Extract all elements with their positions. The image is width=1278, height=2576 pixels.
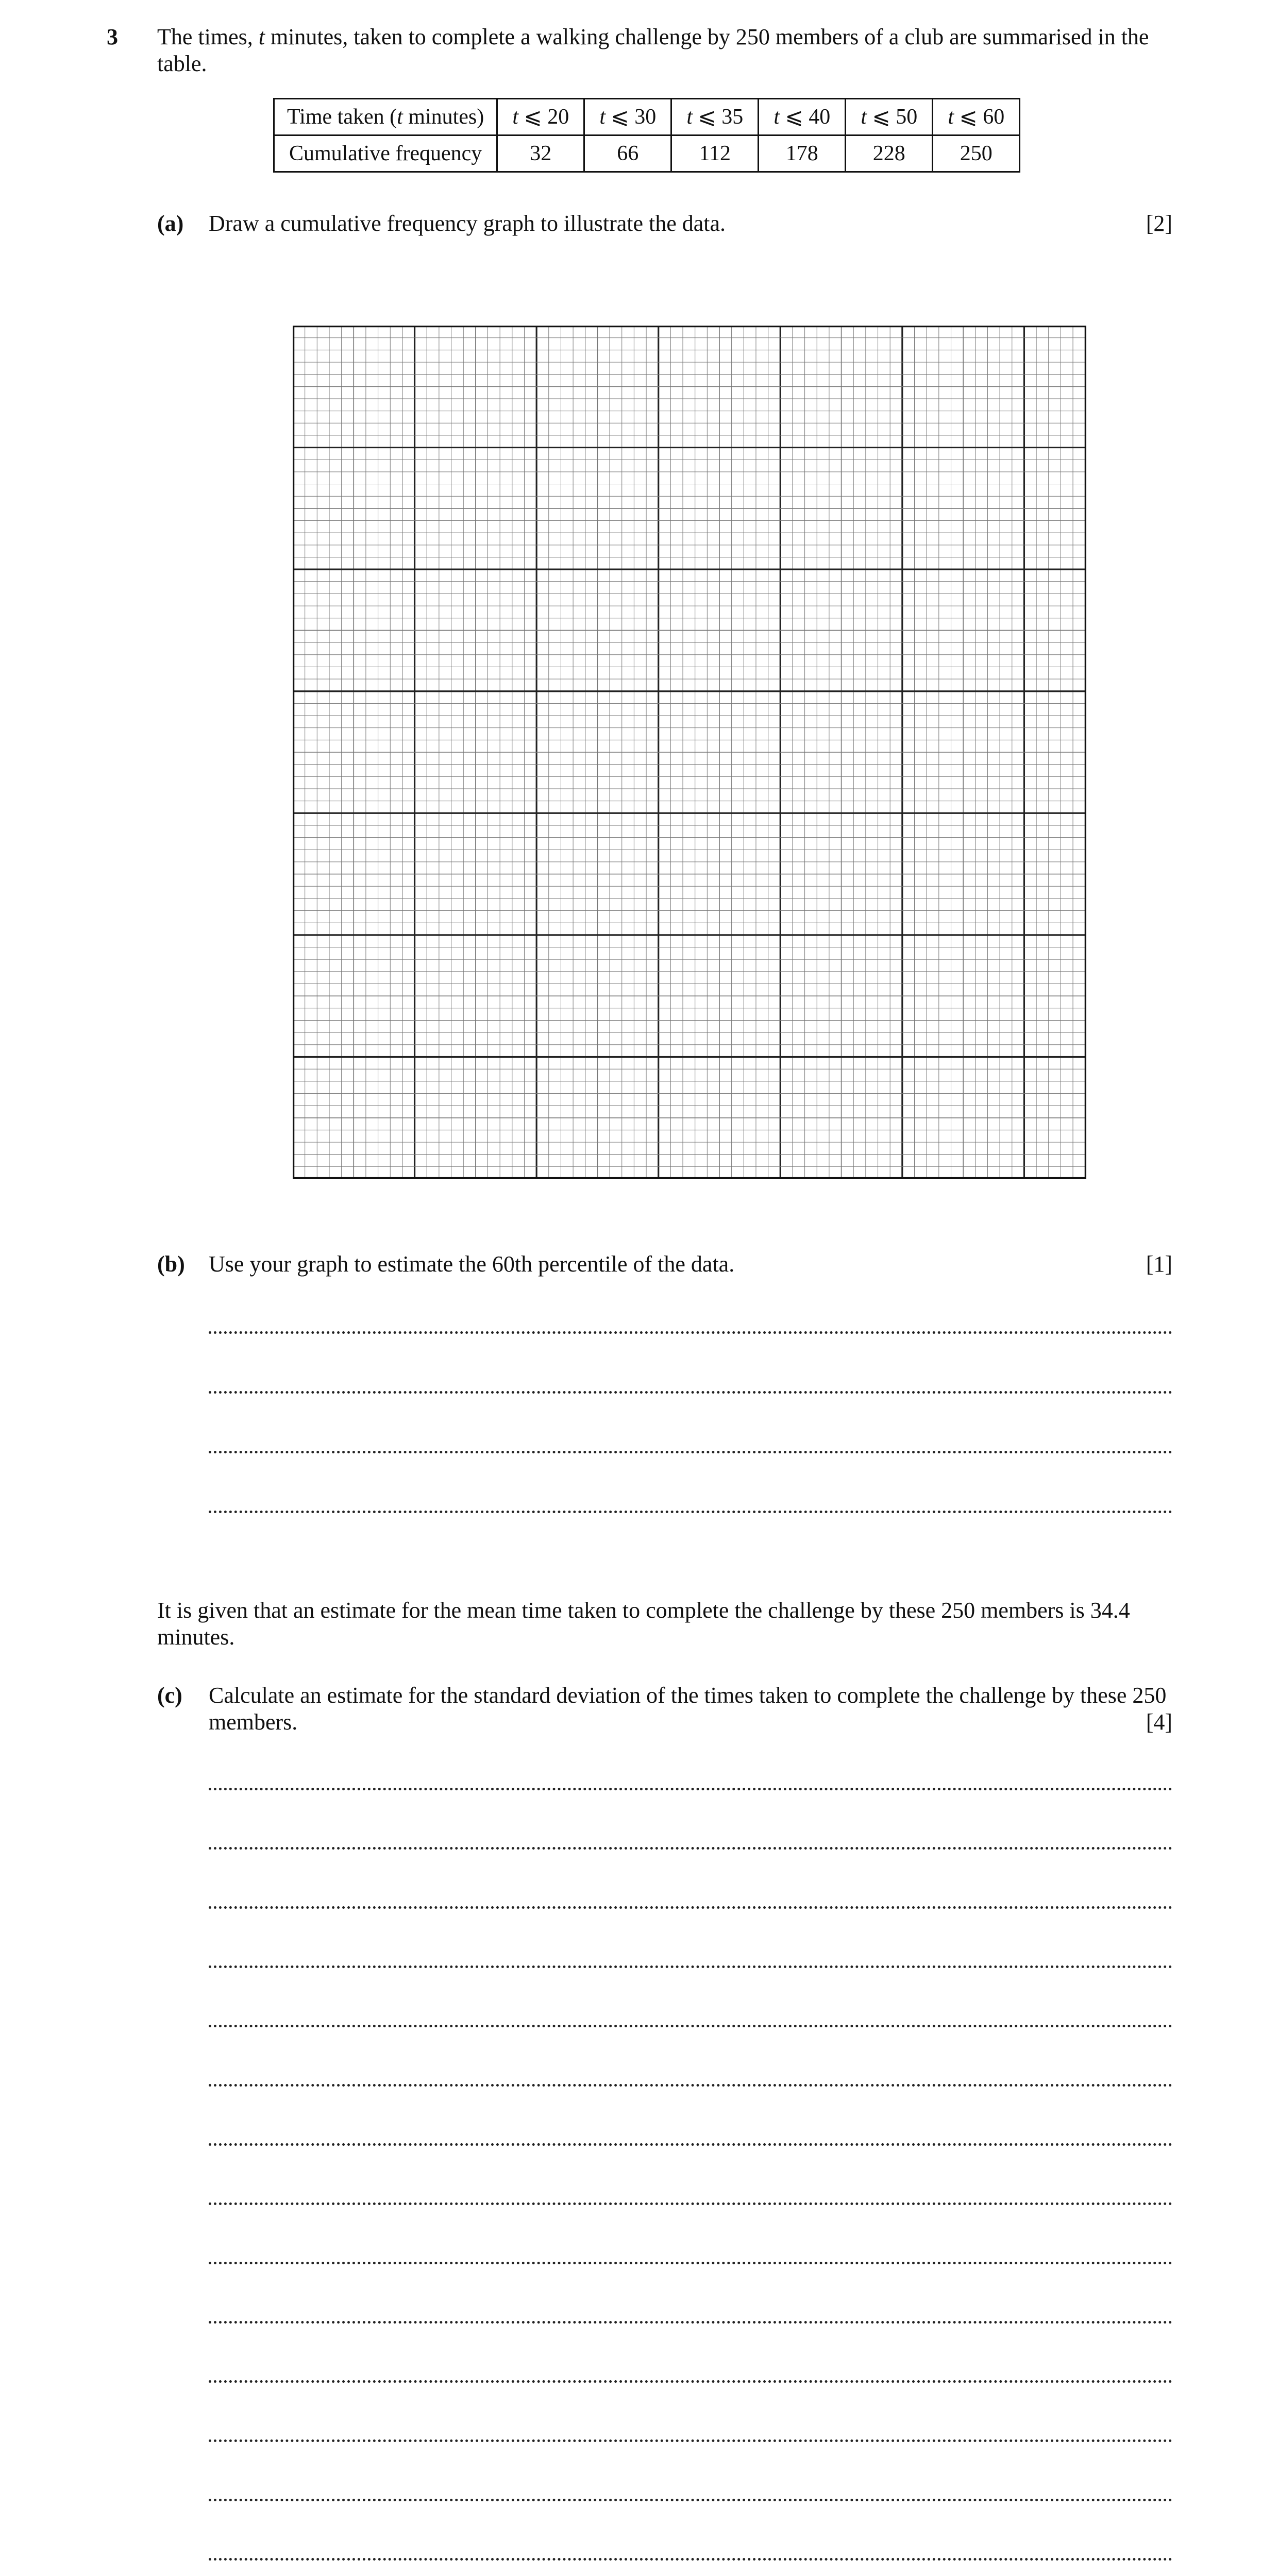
- part-b-marks: [1]: [1146, 1251, 1172, 1277]
- cumulative-frequency-header: Cumulative frequency: [274, 135, 497, 172]
- time-taken-row: [274, 99, 1020, 135]
- answer-line[interactable]: [209, 1331, 1172, 1334]
- question-stem: [157, 24, 1172, 77]
- answer-line[interactable]: [209, 2143, 1172, 2146]
- class-sym: ⩽: [693, 105, 722, 129]
- class-bound: 40: [809, 105, 831, 129]
- class-var: t: [599, 105, 606, 129]
- class-var: t: [686, 105, 693, 129]
- answer-line[interactable]: [209, 1511, 1172, 1513]
- answer-line[interactable]: [209, 1847, 1172, 1850]
- class-sym: ⩽: [954, 105, 983, 129]
- graph-paper-grid[interactable]: [293, 326, 1086, 1179]
- time-class-cell: [671, 99, 759, 135]
- class-sym: ⩽: [606, 105, 635, 129]
- answer-line[interactable]: [209, 2084, 1172, 2087]
- class-var: t: [773, 105, 780, 129]
- time-header-pre: Time taken (: [287, 105, 397, 129]
- part-a-text: Draw a cumulative frequency graph to illustrate the data.: [209, 211, 726, 236]
- cumulative-frequency-table: [273, 98, 1020, 173]
- part-a-marks: [2]: [1146, 211, 1172, 236]
- answer-line[interactable]: [209, 1451, 1172, 1453]
- answer-line[interactable]: [209, 2025, 1172, 2027]
- class-sym: ⩽: [867, 105, 896, 129]
- time-class-cell: [846, 99, 933, 135]
- class-bound: 20: [547, 105, 569, 129]
- cf-cell: 112: [671, 135, 759, 172]
- answer-line[interactable]: [209, 2321, 1172, 2324]
- part-c-text: Calculate an estimate for the standard deviation of the times taken to complete the challenge by these 250 members.: [209, 1683, 1167, 1735]
- answer-line[interactable]: [209, 1788, 1172, 1790]
- cumulative-frequency-row: [274, 135, 1020, 172]
- part-a-label: (a): [157, 211, 184, 236]
- mean-statement: It is given that an estimate for the mean time taken to complete the challenge by these 250 members is 34.4 minutes.: [157, 1598, 1130, 1650]
- answer-line[interactable]: [209, 2499, 1172, 2501]
- answer-line[interactable]: [209, 1391, 1172, 1394]
- class-bound: 30: [634, 105, 657, 129]
- time-header-t: t: [397, 105, 403, 129]
- time-class-cell: [584, 99, 671, 135]
- answer-line[interactable]: [209, 2439, 1172, 2442]
- cf-cell: 250: [933, 135, 1020, 172]
- answer-line[interactable]: [209, 1906, 1172, 1909]
- class-var: t: [861, 105, 867, 129]
- cf-cell: 66: [584, 135, 671, 172]
- stem-variable-t: t: [258, 24, 265, 49]
- question-number: 3: [107, 24, 118, 49]
- class-sym: ⩽: [518, 105, 548, 129]
- answer-line[interactable]: [209, 2262, 1172, 2264]
- cf-cell: 178: [759, 135, 846, 172]
- cf-cell: 32: [497, 135, 584, 172]
- cf-cell: 228: [846, 135, 933, 172]
- part-c-marks: [4]: [1146, 1709, 1172, 1735]
- answer-line[interactable]: [209, 1965, 1172, 1968]
- time-class-cell: [759, 99, 846, 135]
- part-c-label: (c): [157, 1683, 182, 1708]
- answer-line[interactable]: [209, 2380, 1172, 2383]
- stem-text-start: The times,: [157, 24, 259, 49]
- class-bound: 35: [721, 105, 744, 129]
- time-class-cell: [933, 99, 1020, 135]
- class-bound: 60: [983, 105, 1005, 129]
- class-sym: ⩽: [780, 105, 809, 129]
- class-var: t: [512, 105, 518, 129]
- answer-line[interactable]: [209, 2558, 1172, 2561]
- part-b-label: (b): [157, 1251, 185, 1277]
- time-class-cell: [497, 99, 584, 135]
- answer-line[interactable]: [209, 2202, 1172, 2205]
- part-b-text: Use your graph to estimate the 60th percentile of the data.: [209, 1251, 735, 1277]
- stem-text-end: minutes, taken to complete a walking challenge by 250 members of a club are summarised in the table.: [157, 24, 1149, 76]
- class-bound: 50: [896, 105, 918, 129]
- time-header-post: minutes): [402, 105, 484, 129]
- class-var: t: [948, 105, 954, 129]
- time-taken-header: [274, 99, 497, 135]
